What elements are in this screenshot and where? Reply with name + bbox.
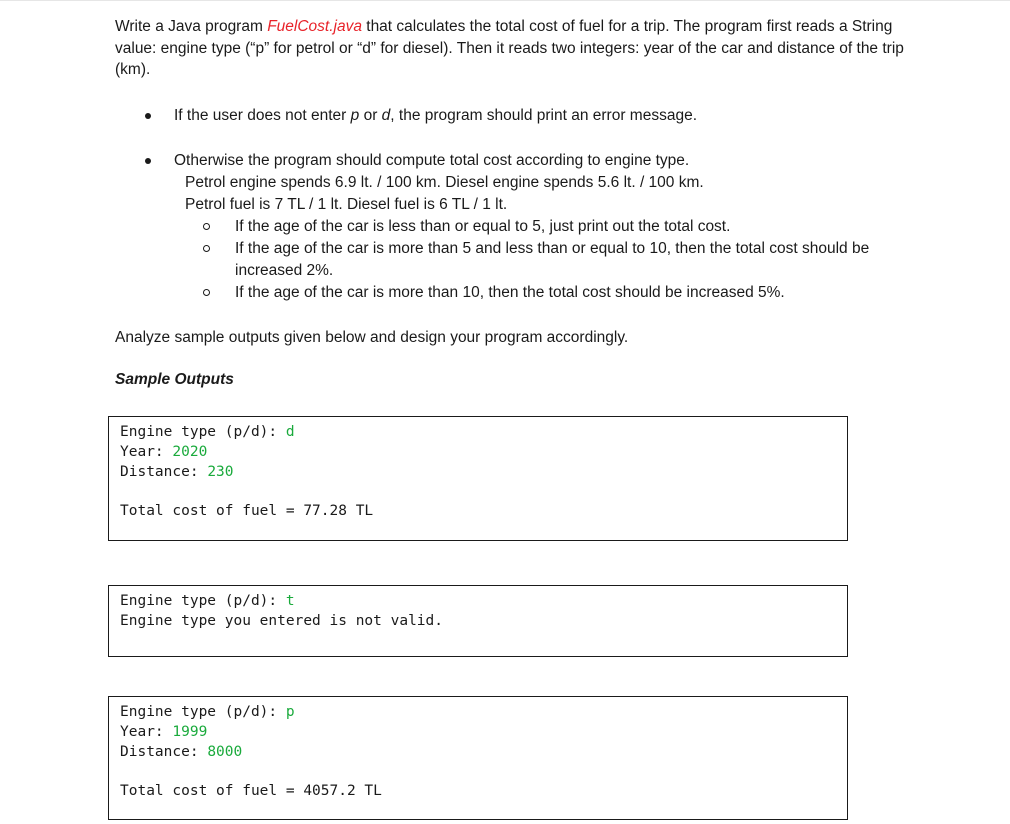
engine-type-line: Engine type (p/d): p xyxy=(120,704,295,720)
bullet1-text-pre: If the user does not enter xyxy=(174,107,351,124)
error-message-line: Engine type you entered is not valid. xyxy=(120,612,444,629)
bullet2-text: Otherwise the program should compute total cost according to engine type. xyxy=(174,152,690,169)
bullet1-text-post: , the program should print an error message. xyxy=(390,107,698,124)
bullet1-or: or xyxy=(359,107,382,124)
circle-bullet-icon xyxy=(203,289,210,296)
circle-bullet-icon xyxy=(203,245,210,252)
engine-type-value: t xyxy=(285,593,295,609)
program-filename: FuelCost.java xyxy=(267,18,362,35)
bullet-dot-icon xyxy=(145,158,151,164)
fuel-consumption-line: Petrol engine spends 6.9 lt. / 100 km. Diesel engine spends 5.6 lt. / 100 km. xyxy=(185,174,704,191)
bullet-dot-icon xyxy=(145,113,151,119)
top-rule xyxy=(0,0,1010,1)
year-value: 1999 xyxy=(172,723,208,740)
total-cost-line: Total cost of fuel = 77.28 TL xyxy=(120,503,374,520)
sub-bullet-text: If the age of the car is more than 10, then the total cost should be increased 5%. xyxy=(235,284,785,301)
analyze-instruction: Analyze sample outputs given below and design your program accordingly. xyxy=(115,329,629,346)
engine-type-value: d xyxy=(285,424,295,440)
distance-line: Distance: 8000 xyxy=(120,743,243,760)
bullet1-d: d xyxy=(381,107,391,124)
distance-value: 8000 xyxy=(207,743,243,760)
engine-type-line: Engine type (p/d): d xyxy=(120,424,295,440)
engine-type-value: p xyxy=(285,704,295,720)
year-value: 2020 xyxy=(172,443,208,460)
engine-type-line: Engine type (p/d): t xyxy=(120,593,295,609)
bullet1-p: p xyxy=(350,107,360,124)
total-cost-line: Total cost of fuel = 4057.2 TL xyxy=(120,783,382,800)
sample-output-box-2 xyxy=(108,585,848,657)
distance-value: 230 xyxy=(207,463,234,480)
sample-output-box-1 xyxy=(108,416,848,541)
sample-outputs-heading: Sample Outputs xyxy=(115,371,234,388)
fuel-price-line: Petrol fuel is 7 TL / 1 lt. Diesel fuel is 6 TL / 1 lt. xyxy=(185,196,508,213)
distance-line: Distance: 230 xyxy=(120,463,234,480)
year-line: Year: 2020 xyxy=(120,443,208,460)
intro-text-pre: Write a Java program xyxy=(115,18,268,35)
circle-bullet-icon xyxy=(203,223,210,230)
year-line: Year: 1999 xyxy=(120,723,208,740)
sample-output-box-3 xyxy=(108,696,848,820)
intro-paragraph xyxy=(115,16,905,81)
sub-bullet-text: If the age of the car is more than 5 and less than or equal to 10, then the total cost should be increased 2%. xyxy=(235,240,870,279)
sub-bullet-text: If the age of the car is less than or equal to 5, just print out the total cost. xyxy=(235,218,731,235)
intro-text-post: that calculates the total cost of fuel for a trip. The program first reads a String value: engine type (“p” for petrol or “d” for diesel). Then it reads two integers: year of the car and distance of the trip (km). xyxy=(115,18,904,78)
